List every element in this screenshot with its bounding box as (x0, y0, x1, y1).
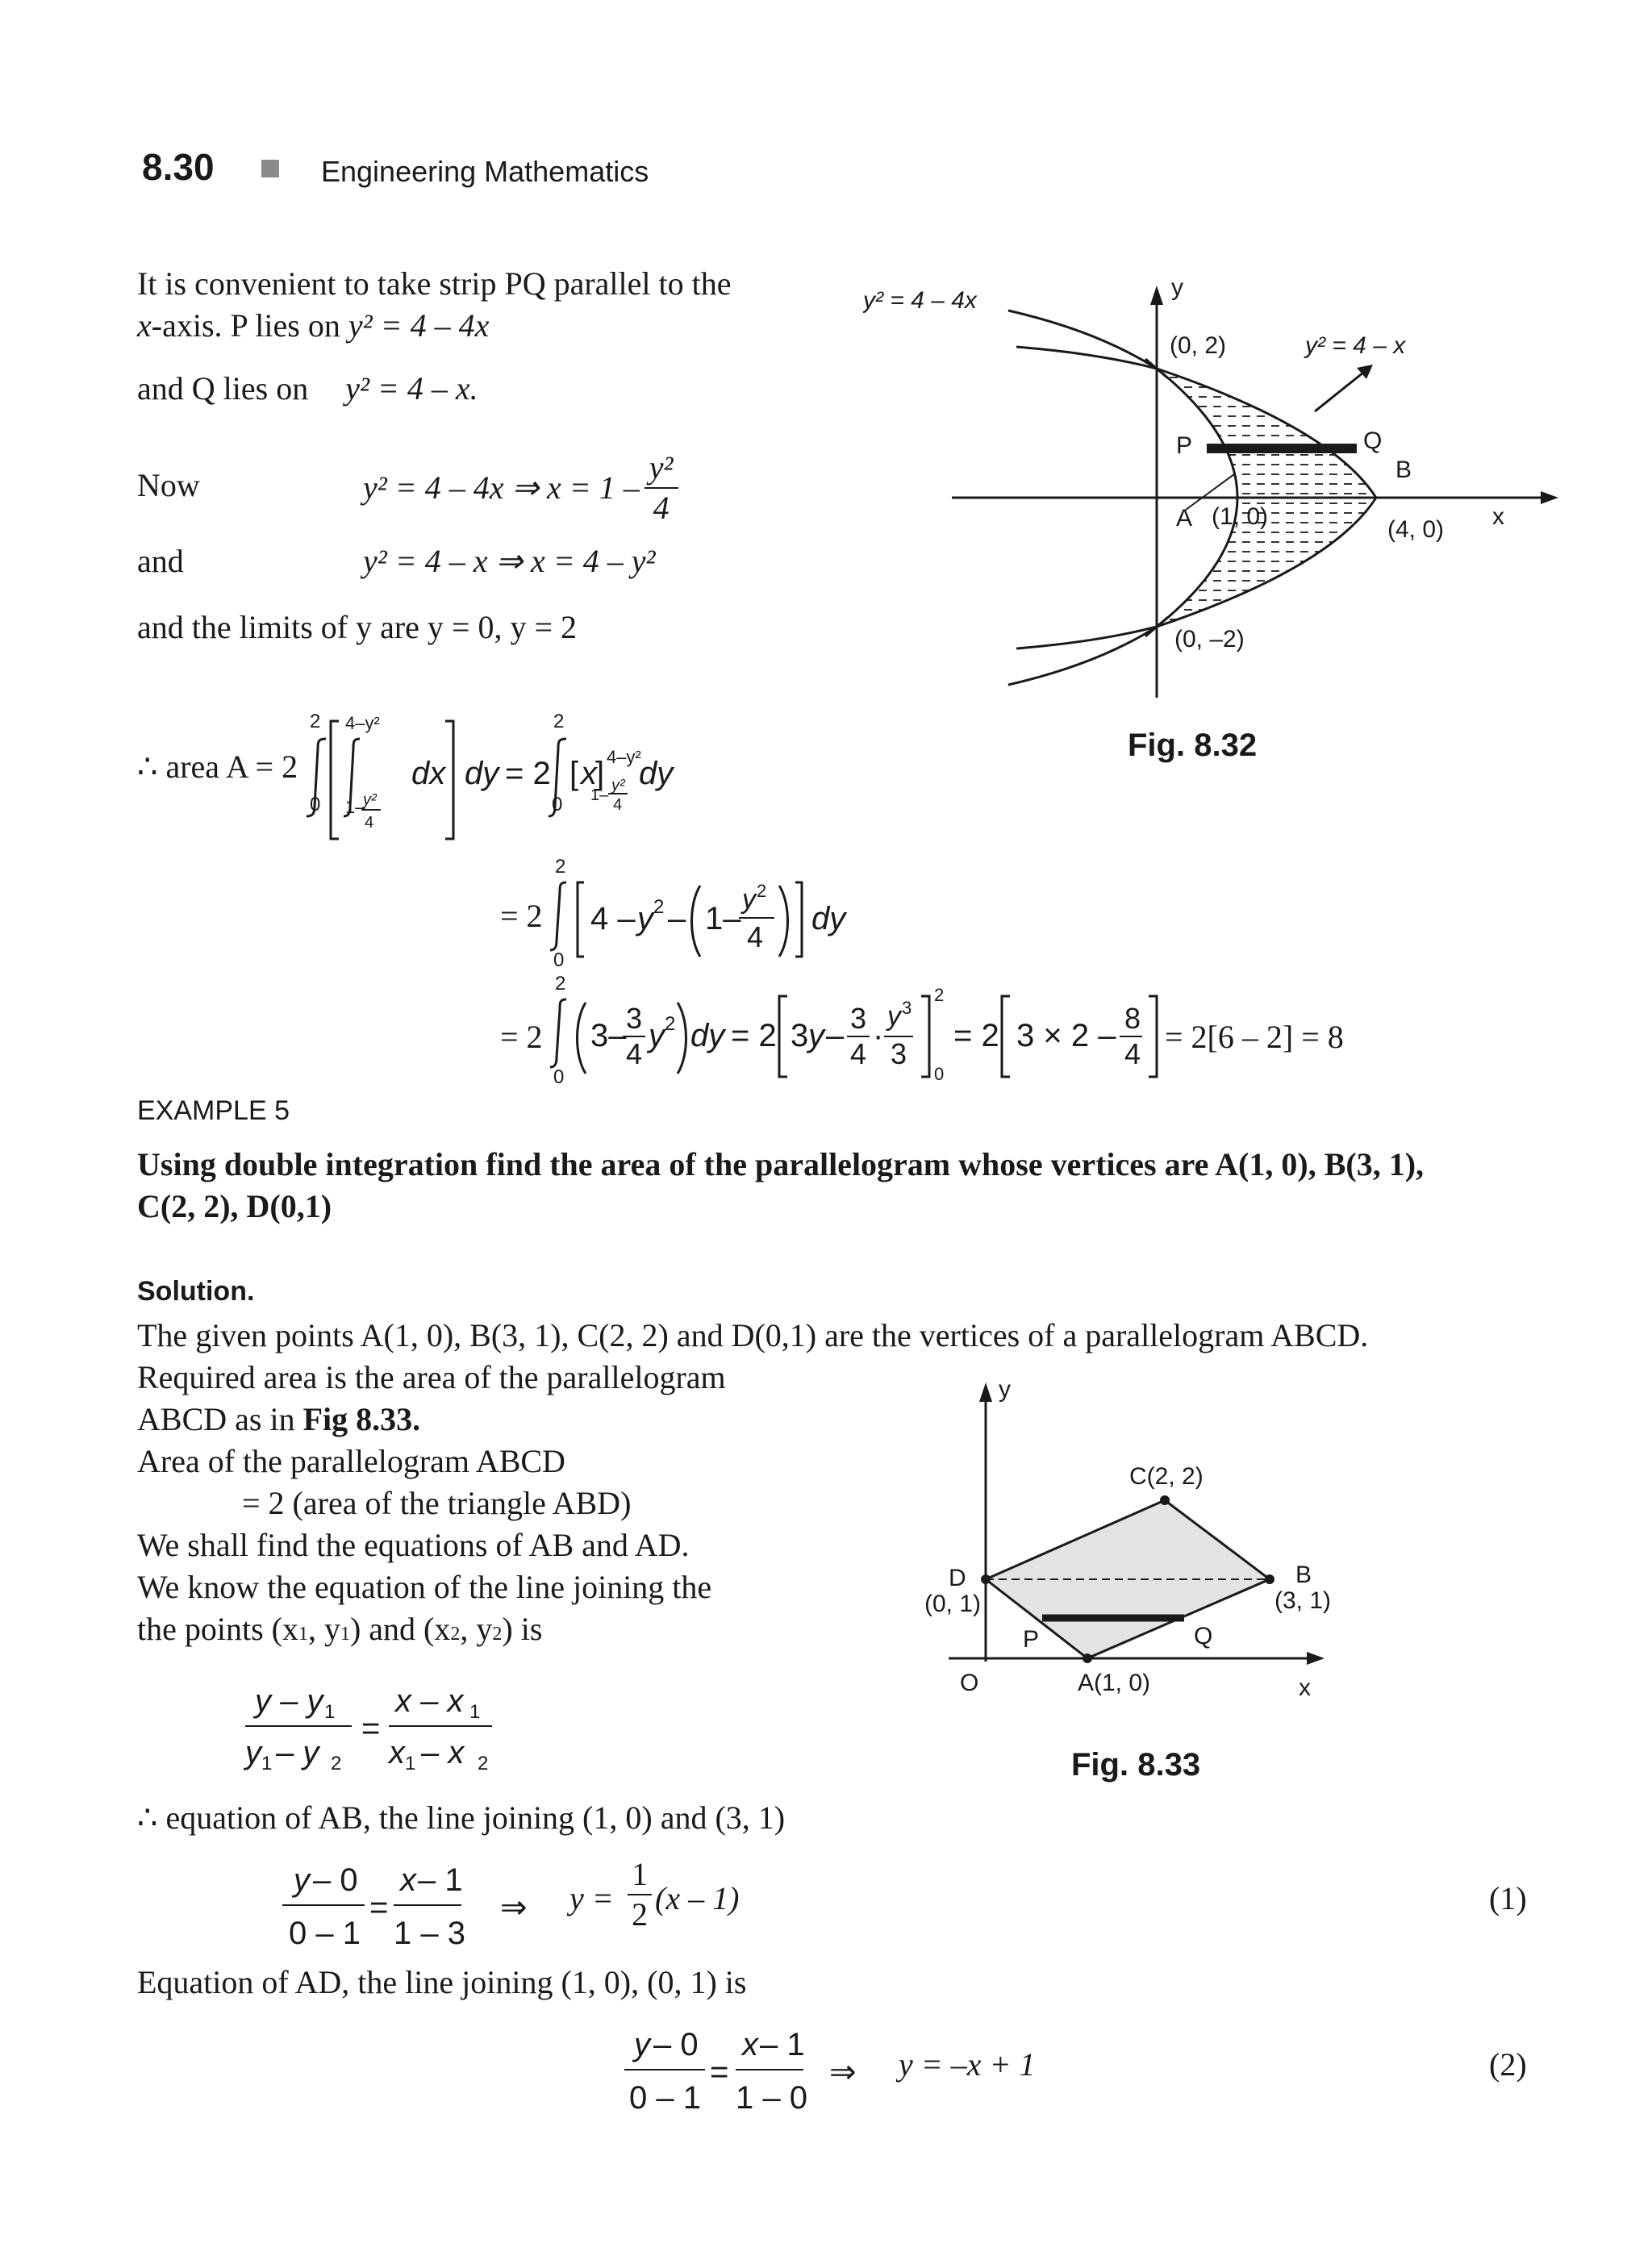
ab-result-rhs: (x – 1) (655, 1880, 740, 1916)
fig1-axis-x: x (1492, 503, 1504, 530)
svg-text:3: 3 (791, 1018, 809, 1053)
svg-text:– 1: – 1 (760, 2027, 805, 2062)
example-label: EXAMPLE 5 (137, 1095, 290, 1126)
solution-line-2: Required area is the area of the parallelogram (137, 1359, 726, 1395)
ab-result-lhs: y = (569, 1880, 614, 1916)
svg-text:y: y (637, 901, 653, 936)
fig2-point-Q: Q (1194, 1623, 1213, 1649)
svg-text:2: 2 (757, 881, 767, 901)
implies-1: ⇒ (500, 1890, 528, 1925)
svg-text:1: 1 (324, 1701, 336, 1723)
svg-text:4: 4 (1124, 1037, 1141, 1070)
fig2-origin: O (960, 1670, 979, 1696)
svg-text:4: 4 (626, 1037, 643, 1070)
area-label: ∴ area A = 2 (137, 749, 298, 785)
svg-text:0: 0 (553, 949, 565, 971)
ab-text: ∴ equation of AB, the line joining (1, 0) and (3, 1) (137, 1799, 786, 1836)
svg-text:y: y (808, 1018, 824, 1053)
limits-line: and the limits of y are y = 0, y = 2 (137, 609, 578, 645)
svg-text:1: 1 (405, 1753, 416, 1774)
book-title: Engineering Mathematics (321, 155, 649, 188)
svg-text:=: = (369, 1890, 389, 1925)
svg-text:y: y (649, 1018, 665, 1053)
svg-text:x: x (389, 1735, 405, 1770)
svg-text:4: 4 (850, 1037, 867, 1070)
svg-text:y – y: y – y (255, 1683, 323, 1719)
svg-text:– x: – x (421, 1735, 465, 1770)
solution-line-8: the points ($x_1$, $y_1$) and ($x_2$, $y_2$) is (137, 1611, 543, 1647)
step2-expression (549, 855, 895, 976)
svg-text:4: 4 (365, 814, 374, 832)
svg-text:2: 2 (665, 1013, 676, 1035)
svg-text:x: x (742, 2027, 758, 2062)
now-equation: y² = 4 – 4x ⇒ x = 1 – $\frac{\text{y²}}{4}$ (363, 448, 678, 528)
fig2-point-D: D (949, 1565, 966, 1591)
ab-result-half: 1 2 (628, 1855, 652, 1934)
fig2-axis-x: x (1299, 1674, 1311, 1701)
svg-text:2: 2 (555, 856, 566, 878)
equation-label-1: (1) (1489, 1880, 1527, 1916)
curve1-label: y² = 4 – 4x (863, 287, 977, 314)
svg-text:0: 0 (934, 1064, 945, 1084)
solution-line-1: The given points A(1, 0), B(3, 1), C(2, 2) and D(0,1) are the vertices of a parallelogram ABCD. (137, 1317, 1369, 1353)
svg-text:y: y (742, 884, 756, 915)
svg-text:·: · (873, 1018, 884, 1053)
svg-text:]: ] (595, 756, 605, 791)
svg-text:– 1: – 1 (418, 1862, 463, 1898)
svg-text:4–y²: 4–y² (607, 747, 641, 767)
svg-text:dy: dy (690, 1018, 725, 1053)
final-result: = 2[6 – 2] = 8 (1165, 1019, 1344, 1055)
now-label: Now (137, 467, 200, 503)
and-label: and (137, 543, 184, 579)
svg-text:2: 2 (934, 985, 945, 1005)
svg-text:3: 3 (891, 1037, 907, 1070)
solution-line-7: We know the equation of the line joining the (137, 1569, 712, 1605)
solution-line-6: We shall find the equations of AB and AD. (137, 1527, 690, 1563)
svg-text:3 × 2 –: 3 × 2 – (1016, 1018, 1116, 1053)
intro-line-1: It is convenient to take strip PQ parallel to the (137, 265, 732, 302)
label-pointer-arrow (1315, 373, 1363, 411)
svg-text:dy: dy (639, 756, 674, 791)
fig1-point-B: B (1395, 457, 1412, 483)
svg-text:– 0: – 0 (653, 2027, 699, 2062)
svg-text:dy: dy (465, 756, 499, 791)
fig1-point-P: P (1176, 432, 1193, 459)
svg-text:2: 2 (478, 1753, 489, 1774)
svg-text:–: – (826, 1018, 845, 1053)
svg-text:0: 0 (310, 794, 321, 815)
svg-text:8: 8 (1124, 1002, 1141, 1035)
svg-text:3: 3 (902, 998, 912, 1018)
svg-text:1: 1 (469, 1701, 481, 1723)
svg-text:x: x (581, 756, 597, 791)
header-separator (261, 160, 279, 177)
curve2-label: y² = 4 – x (1305, 332, 1406, 359)
ad-text: Equation of AD, the line joining (1, 0), (0, 1) is (137, 1964, 747, 2000)
svg-text:y: y (887, 1001, 901, 1032)
svg-text:dx: dx (411, 756, 446, 791)
svg-text:= 2: = 2 (505, 756, 551, 791)
svg-text:2: 2 (653, 896, 665, 918)
step3-prefix: = 2 (500, 1019, 543, 1055)
svg-text:x – x: x – x (395, 1683, 464, 1719)
fig1-point-A: A (1176, 505, 1193, 532)
svg-text:– y: – y (276, 1735, 319, 1770)
svg-text:2: 2 (555, 973, 566, 995)
svg-text:4: 4 (613, 796, 623, 814)
svg-text:4 –: 4 – (590, 901, 636, 936)
svg-text:= 2: = 2 (953, 1018, 999, 1053)
implies-2: ⇒ (829, 2054, 857, 2090)
fig1-point-A-coord: (1, 0) (1212, 503, 1269, 530)
svg-text:y: y (245, 1735, 261, 1770)
svg-text:2: 2 (553, 711, 565, 732)
svg-text:1: 1 (261, 1753, 273, 1774)
fig1-point-B-coord: (4, 0) (1387, 516, 1445, 543)
q-line: and Q lies on y² = 4 – x. (137, 370, 478, 407)
svg-text:1 – 0: 1 – 0 (736, 2080, 807, 2116)
x-axis-arrow (1541, 491, 1558, 504)
svg-text:=: = (710, 2054, 729, 2090)
fig1-point-top: (0, 2) (1170, 332, 1227, 359)
and-equation: y² = 4 – x ⇒ x = 4 – y² (363, 543, 656, 579)
page-number: 8.30 (142, 146, 215, 188)
svg-text:0 – 1: 0 – 1 (629, 2080, 701, 2116)
svg-text:1–: 1– (705, 901, 741, 936)
svg-text:0 – 1: 0 – 1 (289, 1916, 361, 1951)
svg-text:3–: 3– (590, 1018, 627, 1053)
svg-text:y: y (634, 2027, 650, 2062)
fig2-point-P: P (1023, 1626, 1040, 1653)
svg-text:= 2: = 2 (731, 1018, 777, 1053)
fig2-point-A: A(1, 0) (1078, 1670, 1151, 1696)
fig1-point-bottom: (0, –2) (1174, 626, 1245, 653)
solution-line-3: ABCD as in Fig 8.33. (137, 1401, 421, 1437)
svg-text:–: – (668, 901, 686, 936)
fig2-point-D-coord: (0, 1) (924, 1591, 982, 1617)
area-integral-expression (307, 710, 726, 847)
svg-text:0: 0 (553, 1066, 565, 1088)
svg-text:[: [ (569, 756, 579, 791)
fig2-point-B: B (1295, 1562, 1312, 1588)
svg-text:x: x (400, 1862, 416, 1898)
fig2-point-B-coord: (3, 1) (1274, 1587, 1332, 1614)
y-axis-arrow (1150, 286, 1163, 305)
figure-8-33 (903, 1371, 1355, 1726)
solution-line-5: = 2 (area of the triangle ABD) (242, 1485, 632, 1521)
intro-line-2: x-axis. P lies on y² = 4 – 4x (137, 307, 490, 344)
example-statement-line-1: Using double integration find the area of the parallelogram whose vertices are A(1, 0), B(3, 1), (137, 1146, 1425, 1182)
svg-text:1–: 1– (345, 797, 365, 817)
fig1-point-Q: Q (1363, 427, 1383, 454)
solution-line-4: Area of the parallelogram ABCD (137, 1443, 565, 1479)
ad-equation (621, 2016, 928, 2129)
step2-prefix: = 2 (500, 898, 543, 934)
svg-text:1 – 3: 1 – 3 (394, 1916, 465, 1951)
figure-8-32 (863, 266, 1589, 750)
svg-text:1–: 1– (590, 786, 609, 804)
svg-text:4: 4 (747, 920, 764, 953)
svg-text:2: 2 (331, 1753, 342, 1774)
svg-text:3: 3 (626, 1002, 643, 1035)
svg-text:dy: dy (811, 901, 846, 936)
equation-label-2: (2) (1489, 2046, 1527, 2083)
fig1-axis-y: y (1171, 274, 1183, 301)
svg-text:4–y²: 4–y² (345, 713, 380, 733)
fig2-axis-y: y (999, 1376, 1011, 1403)
svg-text:0: 0 (552, 794, 563, 815)
svg-text:3: 3 (850, 1002, 867, 1035)
fig-8-32-caption: Fig. 8.32 (1128, 728, 1258, 763)
ab-equation (274, 1852, 565, 1965)
svg-text:y²: y² (363, 791, 377, 809)
svg-text:y²: y² (611, 777, 625, 794)
example-statement-line-2: C(2, 2), D(0,1) (137, 1188, 332, 1224)
svg-text:2: 2 (310, 711, 321, 732)
svg-text:y: y (294, 1862, 310, 1898)
svg-text:– 0: – 0 (313, 1862, 358, 1898)
svg-text:=: = (361, 1711, 381, 1746)
two-point-formula (239, 1673, 513, 1786)
ad-result: y = –x + 1 (899, 2046, 1036, 2083)
fig2-point-C: C(2, 2) (1129, 1463, 1204, 1490)
solution-label: Solution. (137, 1276, 255, 1307)
fig-8-33-caption: Fig. 8.33 (1071, 1747, 1201, 1783)
